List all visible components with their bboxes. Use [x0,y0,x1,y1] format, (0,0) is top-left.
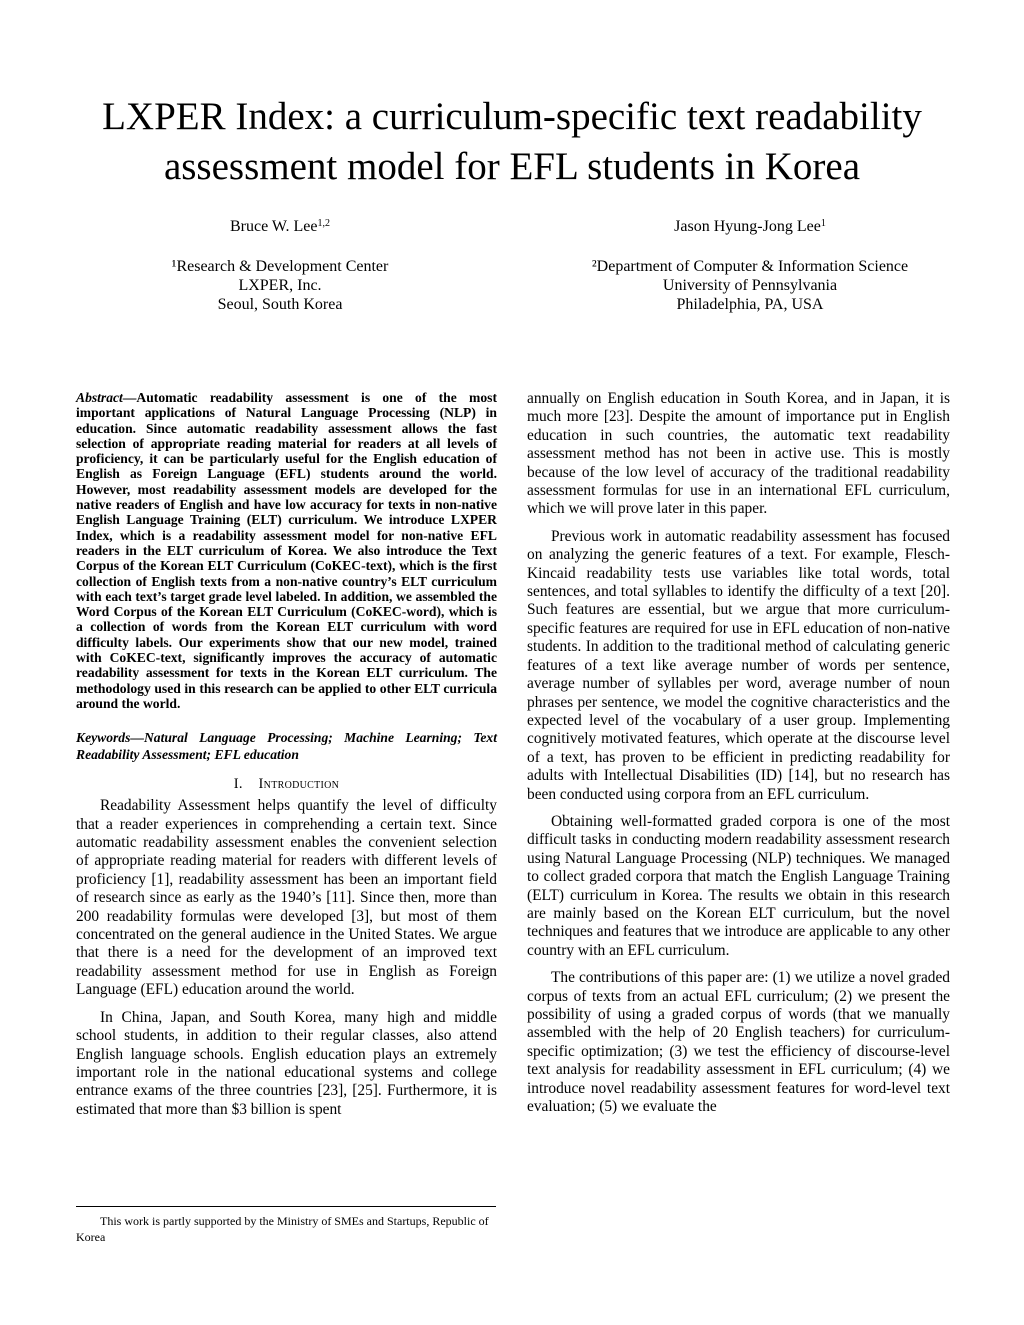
paragraph: Previous work in automatic readability assessment has focused on analyzing the generic features of a text. For example, Flesch-Kincaid readability tests use variables like total words, total sentences, and total syllables to identify the difficulty of a text [20]. Such features are essential, but we argue that more curriculum-specific features are required for use in EFL education of non-native students. In addition to the traditional method of calculating generic features of a text like average number of words per sentence, average number of syllables per word, average number of noun phrases per sentence, we model the cognitive characteristics and the expected level of the vocabulary of a user group. Implementing cognitively motivated features, which operate at the discourse level of a text, has proven to be efficient in predicting readability for adults with Intellectual Disabilities (ID) [14], but no research has been conducted using corpora from an EFL curriculum. [527,527,950,803]
affiliation-line: Philadelphia, PA, USA [676,296,824,313]
author-block-2 [520,217,980,314]
section-heading [76,776,497,793]
footnote: This work is partly supported by the Ministry of SMEs and Startups, Republic of Korea [76,1214,489,1244]
author-block-1 [120,217,440,314]
affiliation-line: ²Department of Computer & Information Science [591,258,909,275]
abstract-text: Automatic readability assessment is one of the most important applications of Natural Language Processing (NLP) in education. Since automatic readability assessment allows the fast selection of appropriate reading material for readers at all levels of proficiency, it can be particularly useful for the English education of English as Foreign Language (EFL) students around the world. However, most readability assessment models are developed for the native readers of English and have low accuracy for texts in non-native English Language Training (ELT) curriculum. We introduce LXPER Index, which is a readability assessment model for non-native EFL readers in the ELT curriculum of Korea. We also introduce the Text Corpus of the Korean ELT Curriculum (CoKEC-text), which is the first collection of English texts from a non-native country’s ELT curriculum with each text’s target grade level labeled. In addition, we assembled the Word Corpus of the Korean ELT Curriculum (CoKEC-word), which is a collection of words from the Korean ELT curriculum with word difficulty labels. Our experiments show that our new model, trained with CoKEC-text, significantly improves the accuracy of automatic readability assessment for texts in the Korean ELT curriculum. The methodology used in this research can be applied to other ELT curricula around the world. [76,390,497,711]
affiliation-line: Seoul, South Korea [217,296,343,313]
author-name-text: Bruce W. Lee [229,218,318,235]
abstract [76,390,497,711]
keywords-label: Keywords— [76,730,144,746]
author-affiliation-marker: 1 [820,218,826,229]
footnote-divider [76,1206,496,1207]
right-column [527,390,950,1116]
paragraph-continuation: annually on English education in South Korea, and in Japan, it is much more [23]. Despite the amount of importance put in English education in such countries, the automatic text readability assessment method has not been in active use. This is mostly because of the low level of accuracy of the traditional readability assessment formulas for use in an international EFL curriculum, which we will prove later in this paper. [527,390,950,518]
keywords-text: Natural Language Processing; Machine Learning; Text Readability Assessment; EFL education [76,730,497,763]
author-name [520,217,980,236]
section-number: I. [233,776,243,793]
affiliation-line: LXPER, Inc. [238,277,322,294]
author-name-text: Jason Hyung-Jong Lee [674,218,821,235]
paragraph: Readability Assessment helps quantify the level of difficulty that a reader experiences in comprehending a certain text. Since automatic readability assessment enables the convenient selection of appropriate reading material for readers with different levels of proficiency [1], readability assessment has been an important field of research since as early as the 1940’s [11]. Since then, more than 200 readability formulas were developed [3], but most of them concentrated on the general audience in the United States. We argue that there is a need for the development of an improved text readability assessment method for use in English as Foreign Language (EFL) education around the world. [76,797,497,999]
affiliation-line: ¹Research & Development Center [171,258,389,275]
section-title: Introduction [258,776,340,793]
left-column [76,390,497,1119]
keywords [76,729,497,763]
author-name [120,217,440,236]
paper-title [0,92,1024,192]
title-line-1: LXPER Index: a curriculum-specific text readability [102,95,922,138]
author-affiliation-marker: 1,2 [317,218,331,229]
affiliation-line: University of Pennsylvania [662,277,838,294]
paragraph: The contributions of this paper are: (1) we utilize a novel graded corpus of texts from an actual EFL curriculum; (2) we present the possibility of using a graded corpus of words (that we manually assembled with the help of 20 English teachers) for curriculum-specific optimization; (3) we test the efficiency of discourse-level text analysis for readability assessment in EFL curriculum; (4) we introduce novel readability assessment features for word-level text evaluation; (5) we evaluate the [527,969,950,1116]
abstract-label: Abstract— [76,390,137,405]
title-line-2: assessment model for EFL students in Korea [163,145,861,188]
paragraph: Obtaining well-formatted graded corpora is one of the most difficult tasks in conducting modern readability assessment research using Natural Language Processing (NLP) techniques. We managed to collect graded corpora that match the English Language Training (ELT) curriculum in Korea. The results we obtain in this research are mainly based on the Korean ELT curriculum, but the novel techniques and features that we introduce are applicable to any other country with an EFL curriculum. [527,812,950,959]
paragraph: In China, Japan, and South Korea, many high and middle school students, in addition to their regular classes, also attend English language schools. English education plays an extremely important role in the national educational systems and college entrance exams of the three countries [23], [25]. Furthermore, it is estimated that more than $3 billion is spent [76,1008,497,1118]
